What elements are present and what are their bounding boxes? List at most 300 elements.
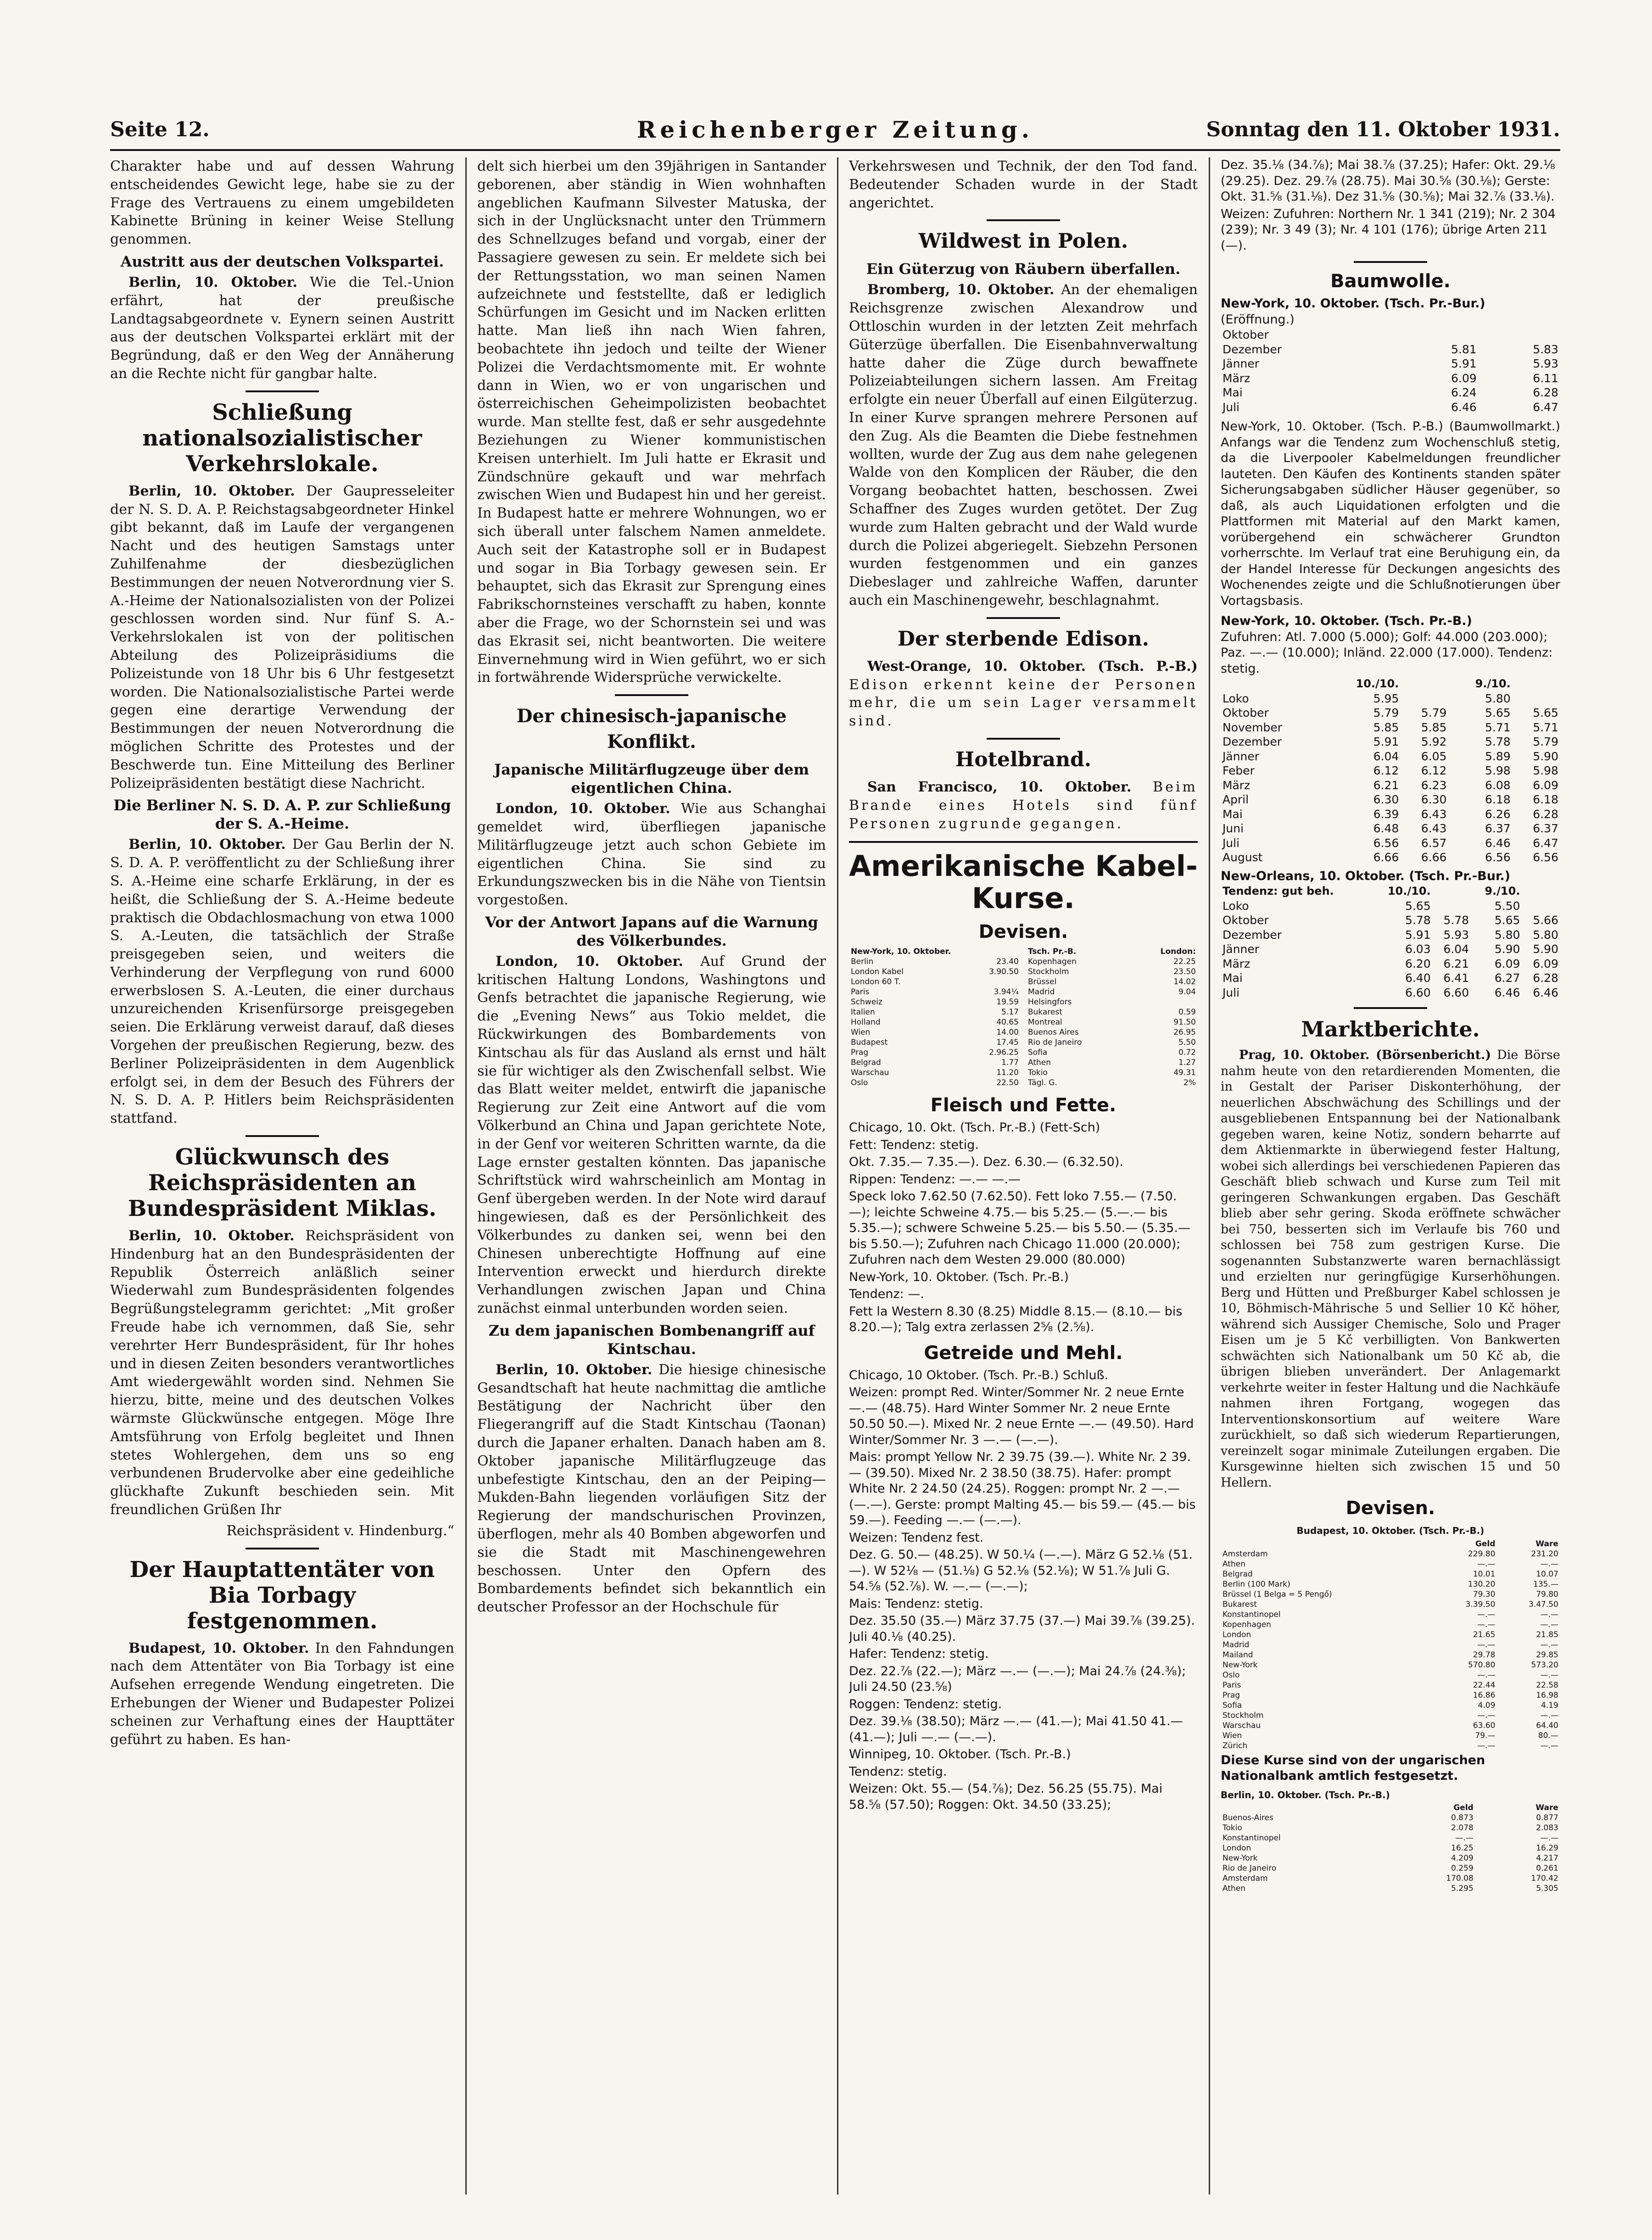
row-label	[1221, 1803, 1390, 1813]
cell-value: 6.08	[1485, 778, 1511, 792]
report-line: Fett: Tendenz: stetig.	[849, 1137, 979, 1152]
cell-value: 135.—	[1533, 1579, 1558, 1589]
column-rule	[837, 157, 838, 2195]
separator	[987, 219, 1060, 221]
row-label: Tokio	[1028, 1068, 1048, 1078]
table-row	[1221, 1569, 1560, 1579]
row-label: Stockholm	[1222, 1711, 1264, 1720]
row-label: Kopenhagen	[1028, 957, 1077, 967]
article-text: An der ehemaligen Reichsgrenze zwischen Alexandrow und Ottloschin wurden in der letzten Zeit mehrfach Güterzüge überfallen. Die Eisenbahnverwaltung hatte daher die Züge durch bewaffnete Polizeiabteilungen sichern lassen. Am Freitag erfolgte ein neuer Überfall auf einen Eilgüterzug. In einer Kurve sprangen mehrere Personen auf den Zug. Als die Beamten die Diebe festnehmen wollten, wurde der Zug aus dem nahe gelegenen Walde von den Komplicen der Räuber, die den Vorgang beobachtet hatten, beschossen. Zwei Schaffner des Zuges wurden getötet. Der Zug wurde zum Halten gebracht und der Wald wurde durch die Polizei abgeriegelt. Siebzehn Personen wurden festgenommen und ein ganzes Diebeslager und zahlreiche Waffen, darunter auch ein Maschinengewehr, beschlagnahmt.	[849, 282, 1198, 608]
table-row	[1221, 1690, 1560, 1700]
cell-value: 6.46	[1533, 986, 1558, 999]
cell-value: 6.28	[1533, 971, 1558, 985]
article-text: Die hiesige chinesische Gesandtschaft hat heute nachmittag die amtliche Bestätigung der Nachricht über den Fliegerangriff auf die Stadt Kintschau (Taonan) durch die Japaner erhalten. Danach haben am 8. Oktober japanische Militärflugzeuge das unbefestigte Kintschau, den an der Peiping—Mukden-Bahn liegenden vorläufigen Sitz der Regierung der mandschurischen Provinzen, überflogen, mehr als 40 Bomben abgeworfen und sie die Stadt mit Maschinengewehren beschossen. Unter den Opfern des Bombardements befindet sich bekanntlich ein deutscher Professor an der Hochschule für	[477, 1361, 826, 1616]
devisen-newyork-table	[849, 947, 1021, 1088]
table-row	[1026, 967, 1198, 977]
cell-value: 5.93	[1533, 357, 1558, 370]
cell-value: 26.95	[1173, 1028, 1196, 1037]
report-line: Weizen: Okt. 55.— (54.⅞); Dez. 56.25 (55.75). Mai 58.⅝ (57.50); Roggen: Okt. 34.50 (33.25);	[849, 1782, 1163, 1812]
cell-value: 19.59	[996, 997, 1019, 1007]
cell-value: 6.66	[1421, 851, 1447, 864]
cell-value: 91.50	[1173, 1018, 1196, 1027]
table-row	[1026, 1017, 1198, 1027]
row-label	[1221, 677, 1324, 691]
cell-value: 5.89	[1485, 749, 1511, 763]
dateline: Budapest, 10. Oktober.	[128, 1640, 309, 1656]
separator	[1354, 261, 1427, 263]
issue-date: Sonntag den 11. Oktober 1931.	[1206, 118, 1560, 141]
cell-value: 5.98	[1485, 764, 1511, 777]
row-label: Athen	[1028, 1058, 1051, 1068]
cell-value: 6.46	[1451, 400, 1477, 414]
table-row	[1221, 778, 1560, 793]
report-line: New-York, 10. Oktober. (Tsch. Pr.-B.)	[849, 1270, 1069, 1284]
cell-value: 5.98	[1533, 764, 1558, 777]
row-label: Montreal	[1028, 1018, 1062, 1027]
row-label: März	[1222, 778, 1250, 792]
cell-value: —.—	[1540, 1640, 1558, 1649]
fleisch-report	[849, 1120, 1198, 1336]
cell-value: 6.56	[1485, 851, 1511, 864]
cell-value	[1512, 677, 1560, 691]
table-row	[849, 1058, 1021, 1068]
separator	[987, 738, 1060, 740]
article-austritt	[110, 273, 454, 383]
table-row	[1221, 1873, 1560, 1883]
cell-value	[1479, 328, 1560, 342]
table-row	[1221, 1599, 1560, 1610]
dateline: Berlin, 10. Oktober.	[128, 274, 297, 290]
cell-value: 6.48	[1373, 822, 1399, 835]
cell-value: 29.85	[1536, 1650, 1558, 1660]
row-label: Mai	[1222, 807, 1243, 821]
devisen-london-table	[1026, 947, 1198, 1088]
berlin-rates-table	[1221, 1803, 1560, 1894]
cell-value: 6.66	[1373, 851, 1399, 864]
headline-hotelbrand: Hotelbrand.	[955, 747, 1092, 771]
cell-value: 5.78	[1443, 914, 1469, 927]
article-china-1	[477, 800, 826, 909]
table-row	[849, 957, 1021, 967]
kabel-kurse-section	[849, 841, 1198, 1813]
row-label: Dezember	[1222, 342, 1282, 356]
ny-supply-info: Zufuhren: Atl. 7.000 (5.000); Golf: 44.000 (203.000); Paz. —.— (10.000); Inländ. 22.000 (17.000). Tendenz: stetig.	[1221, 630, 1553, 676]
cell-value: 5.78	[1485, 735, 1511, 748]
dateline: Prag, 10. Oktober. (Börsenbericht.)	[1239, 1048, 1491, 1062]
cell-value: 6.28	[1533, 807, 1558, 821]
row-label: Feber	[1222, 764, 1255, 777]
table-row	[1221, 1650, 1560, 1660]
separator	[246, 1548, 319, 1549]
table-row	[1221, 807, 1560, 822]
table-header-row	[1026, 947, 1198, 957]
table-header-row	[849, 947, 1021, 957]
ny-opening-heading: New-York, 10. Oktober. (Tsch. Pr.-Bur.)	[1221, 296, 1485, 311]
separator	[987, 617, 1060, 619]
ny-cotton-report: New-York, 10. Oktober. (Tsch. P.-B.) (Baumwollmarkt.) Anfangs war die Tendenz zum Wochenschluß stetig, da die Liverpooler Kabelmeldungen freundlicher lauteten. Den Käufen des Kontinents standen später Sicherungsabgaben südlicher Häuser gegenüber, so daß, als auch Liquidationen erfolgten und die Plattformen mit Material auf den Markt kamen, vorübergehend ein schwächerer Grundton vorherrschte. Im Verlauf trat eine Beruhigung ein, da der Handel Interesse für Deckungen angesichts des Wochenendes zeigte und die Schlußnotierungen über Vortagsbasis.	[1221, 419, 1560, 608]
separator	[246, 1135, 319, 1137]
cell-value: 6.26	[1485, 807, 1511, 821]
row-label: London	[1222, 1844, 1251, 1853]
row-label: Schweiz	[851, 997, 882, 1007]
cell-value: 5.295	[1451, 1884, 1473, 1893]
budapest-rates-table	[1221, 1539, 1560, 1751]
cell-value: 10./10.	[1356, 677, 1399, 690]
cell-value: 6.09	[1494, 957, 1520, 970]
row-label: Sofia	[1028, 1048, 1048, 1058]
table-row	[1221, 1711, 1560, 1721]
cell-value: 6.21	[1373, 778, 1399, 792]
newspaper-page	[110, 112, 1560, 2195]
cell-value: 0.259	[1451, 1864, 1473, 1873]
dateline: Bromberg, 10. Oktober.	[867, 282, 1055, 298]
cell-value	[1522, 899, 1560, 914]
cell-value: 6.37	[1533, 822, 1558, 835]
cell-value: 5.65	[1494, 914, 1520, 927]
cell-value: 6.09	[1533, 957, 1558, 970]
cell-value: 6.09	[1451, 371, 1477, 385]
row-label: Rio de Janeiro	[1222, 1864, 1277, 1873]
report-line: Dez. 22.⅞ (22.—); März —.— (—.—); Mai 24.⅞ (24.⅜); Juli 24.50 (23.⅝)	[849, 1664, 1186, 1694]
table-row	[1221, 792, 1560, 807]
cell-value: 6.24	[1451, 386, 1477, 399]
budapest-date: Budapest, 10. Oktober. (Tsch. Pr.-B.)	[1296, 1525, 1485, 1536]
cell-value: 5.80	[1494, 928, 1520, 942]
row-label: Amsterdam	[1222, 1549, 1268, 1559]
row-label: Madrid	[1222, 1640, 1250, 1649]
masthead	[110, 112, 1560, 151]
cell-value: 0.261	[1536, 1864, 1558, 1873]
table-row	[1221, 735, 1560, 749]
table-row	[1026, 1078, 1198, 1088]
table-row	[1221, 763, 1560, 778]
table-header-row	[1221, 884, 1560, 899]
cell-value: 21.85	[1536, 1630, 1558, 1639]
cell-value: 6.20	[1405, 957, 1431, 970]
cell-value: 6.18	[1485, 793, 1511, 806]
cell-value: London:	[1160, 947, 1196, 957]
row-label: Italien	[851, 1008, 875, 1017]
row-label: Oktober	[1222, 328, 1269, 341]
cell-value: 11.20	[996, 1068, 1019, 1078]
row-label: Athen	[1222, 1559, 1246, 1569]
cell-value: 9.04	[1178, 987, 1196, 997]
cell-value: 5.85	[1421, 720, 1447, 734]
row-label: März	[1222, 957, 1250, 970]
row-label: Juli	[1222, 836, 1240, 850]
cell-value: 79.80	[1536, 1589, 1558, 1599]
cell-value: 10./10.	[1387, 885, 1431, 897]
cell-value: 570.80	[1468, 1660, 1496, 1670]
report-line: Okt. 7.35.— 7.35.—). Dez. 6.30.— (6.32.50).	[849, 1155, 1124, 1170]
table-row	[1221, 1610, 1560, 1620]
row-label: Mai	[1222, 386, 1243, 399]
cell-value: 6.03	[1405, 942, 1431, 956]
table-row	[1221, 1721, 1560, 1731]
table-row	[1221, 1843, 1560, 1853]
table-row	[849, 1007, 1021, 1017]
table-row	[849, 1068, 1021, 1078]
getreide-report	[849, 1368, 1198, 1813]
table-row	[1221, 720, 1560, 735]
report-line: Fett la Western 8.30 (8.25) Middle 8.15.— (8.10.— bis 8.20.—); Talg extra zerlassen 2⅝ (2.⅝).	[849, 1304, 1183, 1335]
table-row	[1221, 1579, 1560, 1589]
row-label: New-York, 10. Oktober.	[851, 947, 951, 957]
cell-value: 1.27	[1178, 1058, 1196, 1068]
cell-value	[1512, 691, 1560, 706]
cell-value: 6.39	[1373, 807, 1399, 821]
cell-value: 170.08	[1446, 1874, 1473, 1883]
cell-value: 5.79	[1421, 706, 1447, 719]
cell-value: 0.59	[1178, 1008, 1196, 1017]
subheadline: Ein Güterzug von Räubern überfallen.	[866, 260, 1181, 278]
row-label: Tägl. G.	[1028, 1078, 1057, 1088]
separator	[246, 390, 319, 392]
subheadline: Vor der Antwort Japans auf die Warnung des Völkerbundes.	[485, 913, 818, 949]
table-row	[1221, 706, 1560, 720]
row-label: Belgrad	[851, 1058, 881, 1068]
row-label: Juni	[1222, 822, 1244, 835]
headline-marktberichte: Marktberichte.	[1301, 1017, 1480, 1042]
column-1	[110, 157, 454, 2195]
table-row	[1221, 1640, 1560, 1650]
cell-value: 6.40	[1405, 971, 1431, 985]
headline-wildwest: Wildwest in Polen.	[918, 229, 1128, 253]
report-line: Speck loko 7.62.50 (7.62.50). Fett loko 7.55.— (7.50.—); leichte Schweine 4.75.— bis 5.25.— (5.—.— bis 5.35.—); schwere Schweine 5.25.— bis 5.50.— (5.35.— bis 5.50.—); Zufuhren nach Chicago 11.000 (20.000); Zufuhren nach dem Westen 29.000 (80.000)	[849, 1189, 1191, 1267]
report-line: Weizen: Tendenz fest.	[849, 1530, 984, 1545]
dateline: London, 10. Oktober.	[496, 801, 670, 817]
row-label: Holland	[851, 1018, 881, 1027]
separator	[1354, 1007, 1427, 1009]
article-text: Wie die Tel.-Union erfährt, hat der preußische Landtagsabgeordnete v. Eynern seinen Austritt aus der deutschen Volkspartei erklärt mit der Begründung, daß er den Weg der Annäherung an die Rechte nicht für gangbar halte.	[110, 274, 454, 382]
headline-edison: Der sterbende Edison.	[897, 627, 1150, 651]
ny-quotes-table	[1221, 677, 1560, 865]
row-label: New-York	[1222, 1854, 1258, 1863]
cell-value	[979, 977, 1021, 987]
cell-value: —.—	[1477, 1559, 1496, 1569]
cell-value: 17.45	[996, 1038, 1019, 1048]
table-row	[1221, 400, 1560, 415]
cell-value: —.—	[1540, 1670, 1558, 1680]
dateline: West-Orange, 10. Oktober. (Tsch. P.-B.)	[867, 658, 1198, 674]
article-bia-torbagy	[110, 1639, 454, 1749]
headline-china-japan: Der chinesisch-japanische Konflikt.	[516, 705, 787, 753]
row-label: Kopenhagen	[1222, 1620, 1271, 1629]
column-rule	[1209, 157, 1210, 2195]
cell-value: 23.40	[996, 957, 1019, 967]
row-label: Warschau	[851, 1068, 889, 1078]
cell-value: 5.83	[1533, 342, 1558, 356]
table-row	[849, 1017, 1021, 1027]
cell-value: 49.31	[1173, 1068, 1196, 1078]
table-row	[1221, 971, 1560, 986]
cell-value: 6.30	[1421, 793, 1447, 806]
row-label: Budapest	[851, 1038, 888, 1048]
article-text: In den Fahndungen nach dem Attentäter von Bia Torbagy ist eine Aufsehen erregende Wendung eingetreten. Die Erhebungen der Wiener und Budapester Polizei scheinen zur Verhaftung eines der Haupttäter geführt zu haben. Es han-	[110, 1640, 454, 1748]
columns	[110, 157, 1560, 2195]
cell-value: 2%	[1183, 1078, 1196, 1088]
cell-value: —.—	[1477, 1610, 1496, 1619]
cell-value: 6.12	[1421, 764, 1447, 777]
table-row	[1221, 1620, 1560, 1630]
column-rule	[465, 157, 467, 2195]
article-hotelbrand	[849, 778, 1198, 833]
article-glueckwunsch	[110, 1227, 454, 1519]
cell-value: 5.91	[1405, 928, 1431, 942]
table-row	[1221, 1549, 1560, 1559]
signature-line: Reichspräsident v. Hindenburg.“	[226, 1522, 454, 1539]
cell-value: 21.65	[1473, 1630, 1496, 1639]
new-orleans-table	[1221, 884, 1560, 1000]
column-4	[1221, 157, 1560, 2195]
cell-value: 5.65	[1405, 899, 1431, 913]
row-label: Konstantinopel	[1222, 1833, 1281, 1843]
row-label: Jänner	[1222, 942, 1260, 956]
table-row	[1221, 357, 1560, 371]
table-row	[1221, 1833, 1560, 1843]
subheadline: Japanische Militärflugzeuge über dem eigentlichen China.	[494, 761, 809, 797]
row-label: Mai	[1222, 971, 1243, 985]
cell-value: 3.47.50	[1529, 1599, 1558, 1609]
dateline: London, 10. Oktober.	[496, 953, 683, 970]
table-row	[849, 1027, 1021, 1037]
column-3	[849, 157, 1198, 2195]
cell-value: 63.60	[1473, 1721, 1496, 1730]
table-row	[1221, 1559, 1560, 1569]
article-sa-heime	[110, 836, 454, 1128]
row-label: Tokio	[1222, 1823, 1242, 1833]
cell-value: 5.50	[1494, 899, 1520, 913]
report-line: Chicago, 10 Oktober. (Tsch. Pr.-B.) Schluß.	[849, 1368, 1109, 1382]
article-text: Beim Brande eines Hotels sind fünf Personen zugrunde gegangen.	[849, 779, 1198, 832]
table-row	[1221, 1813, 1560, 1823]
row-label: Paris	[851, 987, 870, 997]
cell-value: 22.50	[996, 1078, 1019, 1088]
cell-value: 6.56	[1533, 851, 1558, 864]
row-label	[1221, 1539, 1434, 1549]
cell-value: 16.29	[1536, 1844, 1558, 1853]
report-line: Tendenz: stetig.	[849, 1764, 947, 1779]
cell-value: —.—	[1477, 1741, 1496, 1750]
cell-value: 22.25	[1173, 957, 1196, 967]
kabel-kurse-title: Amerikanische Kabel-Kurse.	[849, 849, 1198, 915]
cell-value: —.—	[1540, 1741, 1558, 1750]
table-row	[1221, 821, 1560, 836]
cell-value: 0.877	[1536, 1813, 1558, 1822]
table-row	[1221, 371, 1560, 386]
article-text: Die Börse nahm heute von den retardierenden Momenten, die in Gestalt der Pariser Diskonterhöhung, der neuerlichen Abschwächung des Schillings und der ausgebliebenen Entspannung bei der Nationalbank gegeben waren, keine Notiz, sondern beharrte auf dem Aktienmarkte in überwiegend fester Haltung, wobei sich allerdings bei verschiedenen Papieren das Geschäft blieb schwach und Kurse zum Teil mit geringeren Schwankungen ergaben. Das Geschäft blieb aber sehr gering. Skoda eröffnete schwächer bei 750, besserten sich im Verlaufe bis 760 und schlossen bei 758 zum gestrigen Kurse. Die sogenannten Substanzwerte waren bernachlässigt und erzielten nur geringfügige Kurserhöhungen. Berg und Hütten und Preßburger Kabel schlossen je 10, Böhmisch-Mährische 5 und Sellier 10 Kč höher, während sich Aussiger Chemische, Solo und Prager Eisen um je 5 Kč verbilligten. Von Bankwerten schwächten sich Nationalbank um 50 Kč ab, die übrigen blieben unverändert. Der Anlagemarkt verkehrte weiter in fester Haltung und die Nachkäufe nahmen ihren Fortgang, wogegen das Interventionskonsortium auf weitere Ware zurückhielt, so daß sich wiederum Repartierungen, vereinzelt sogar minimale Zuteilungen ergaben. Die Kursgewinne hielten sich zwischen 15 und 50 Hellern.	[1221, 1048, 1560, 1490]
cell-value: 5.80	[1485, 691, 1511, 705]
table-header-row	[1221, 677, 1560, 691]
cell-value: 6.09	[1533, 778, 1558, 792]
headline-schliessung: Schließung nationalsozialistischer Verkehrslokale.	[142, 399, 422, 477]
row-label: Prag	[851, 1048, 869, 1058]
table-row	[1026, 987, 1198, 997]
table-header-row	[1221, 1539, 1560, 1549]
row-label: Stockholm	[1028, 967, 1069, 977]
table-row	[849, 967, 1021, 977]
article-text: Der Gau Berlin der N. S. D. A. P. veröffentlicht zu der Schließung ihrer S. A.-Heime eine scharfe Erklärung, in der es heißt, die Schließung der S. A.-Heime bedeute praktisch die Obdachlosmachung von etwa 1000 S. A.-Leuten, die tatsächlich der Straße preisgegeben seien, und weiters die Verhinderung der Verpflegung von rund 6000 erwerbslosen S. A.-Leuten, die einer durchaus unzureichenden Krisenfürsorge preisgegeben seien. Die Erklärung verweist darauf, daß dieses Vorgehen der preußischen Regierung, bezw. des Berliner Polizeipräsidenten in dem Augenblick erfolgt sei, in dem der Besuch des Führers der N. S. D. A. P. Hitlers beim Reichspräsidenten stattfand.	[110, 836, 454, 1127]
cell-value: 6.43	[1421, 822, 1447, 835]
baumwolle-heading: Baumwolle.	[1330, 271, 1451, 292]
row-label: Buenos Aires	[1028, 1028, 1079, 1037]
cell-value: 6.27	[1494, 971, 1520, 985]
row-label: New-York	[1222, 1660, 1258, 1670]
row-label: Paris	[1222, 1680, 1241, 1690]
cell-value: 16.98	[1536, 1690, 1558, 1700]
cell-value: 231.20	[1531, 1549, 1558, 1559]
cell-value: 3.90.50	[989, 967, 1019, 977]
cell-value: —.—	[1477, 1711, 1496, 1720]
cell-value: 5.305	[1536, 1884, 1558, 1893]
headline-glueckwunsch: Glückwunsch des Reichspräsidenten an Bundespräsident Miklas.	[128, 1144, 437, 1222]
cell-value: 14.00	[996, 1028, 1019, 1037]
cell-value	[1433, 899, 1471, 914]
table-row	[1221, 942, 1560, 957]
report-line: Mais: prompt Yellow Nr. 2 39.75 (39.—). White Nr. 2 39.— (39.50). Mixed Nr. 2 38.50 (38.75). Hafer: prompt White Nr. 2 24.50 (24.25). Roggen: prompt Nr. 2 —.— (—.—). Gerste: prompt Malting 45.— bis 59.— (45.— bis 59.—). Feeding —.— (—.—).	[849, 1450, 1196, 1528]
table-row	[1221, 850, 1560, 865]
row-label: November	[1222, 720, 1283, 734]
report-line: Tendenz: —.	[849, 1287, 924, 1302]
article-text: Auf Grund der kritischen Haltung Londons, Washingtons und Genfs betrachtet die japanische Regierung, wie die „Evening News“ aus Tokio meldet, die Rückwirkungen des Bombardements von Kintschau als für das Ausland als ernst und hält sie für wichtiger als den Zwischenfall selbst. Wie das Blatt weiter meldet, entwirft die japanische Regierung zur Zeit eine Antwort auf die vom Völkerbund an China und Japan gerichtete Note, in der Genf vor weiteren Schritten warnte, da die Lage ernster gestalten könnten. Das japanische Schriftstück wird wahrscheinlich am Montag in Genf übergeben werden. In der Note wird darauf hingewiesen, daß es der Persönlichkeit des Völkerbundes zu danken sei, wenn bei den Chinesen unberechtigte Hoffnung auf eine Intervention erweckt und hierdurch direkte Verhandlungen zwischen Japan und China zunächst einmal unterbunden worden seien.	[477, 953, 826, 1317]
table-row	[1221, 1589, 1560, 1599]
table-row	[1221, 385, 1560, 400]
dateline: Berlin, 10. Oktober.	[128, 1228, 295, 1244]
article-text: Edison erkennt keine der Personen mehr, die um sein Lager versammelt sind.	[849, 676, 1198, 730]
cell-value: —.—	[1477, 1640, 1496, 1649]
cell-value: 16.86	[1473, 1690, 1496, 1700]
row-label: Tsch. Pr.-B.	[1028, 947, 1077, 957]
row-label: März	[1222, 371, 1250, 385]
row-label: Mailand	[1222, 1650, 1253, 1660]
cell-value: 6.21	[1443, 957, 1469, 970]
cell-value: 5.93	[1443, 928, 1469, 942]
dateline: San Francisco, 10. Oktober.	[867, 779, 1132, 795]
table-row	[1026, 957, 1198, 967]
row-label: August	[1222, 851, 1263, 864]
row-label: Oslo	[851, 1078, 868, 1088]
cell-value: 6.05	[1421, 749, 1447, 763]
row-label: Juli	[1222, 986, 1240, 999]
cell-value: 5.91	[1373, 735, 1399, 748]
cell-value: 6.04	[1443, 942, 1469, 956]
row-label: Berlin (100 Mark)	[1222, 1579, 1290, 1589]
row-label: Madrid	[1028, 987, 1055, 997]
row-label: Loko	[1222, 691, 1249, 705]
cell-value: 3.39.50	[1465, 1599, 1496, 1609]
cell-value: 6.37	[1485, 822, 1511, 835]
cell-value: 5.80	[1533, 928, 1558, 942]
cell-value: —.—	[1455, 1833, 1473, 1843]
row-label: Oktober	[1222, 914, 1269, 927]
table-row	[1026, 997, 1198, 1007]
cell-value: Ware	[1535, 1539, 1558, 1549]
cell-value: 9./10.	[1485, 885, 1520, 897]
row-label: Belgrad	[1222, 1569, 1253, 1579]
cell-value: 5.90	[1533, 942, 1558, 956]
table-row	[1221, 1741, 1560, 1751]
row-label: Bukarest	[1222, 1599, 1257, 1609]
cell-value: 5.95	[1373, 691, 1399, 705]
cell-value: Geld	[1475, 1539, 1496, 1549]
cell-value: 0.873	[1451, 1813, 1473, 1822]
cell-value: 229.80	[1468, 1549, 1496, 1559]
row-label: London	[1222, 1630, 1251, 1639]
cell-value: 6.41	[1443, 971, 1469, 985]
fleisch-heading: Fleisch und Fette.	[930, 1095, 1116, 1116]
cell-value: 6.28	[1533, 386, 1558, 399]
cell-value: 79.—	[1475, 1731, 1496, 1740]
